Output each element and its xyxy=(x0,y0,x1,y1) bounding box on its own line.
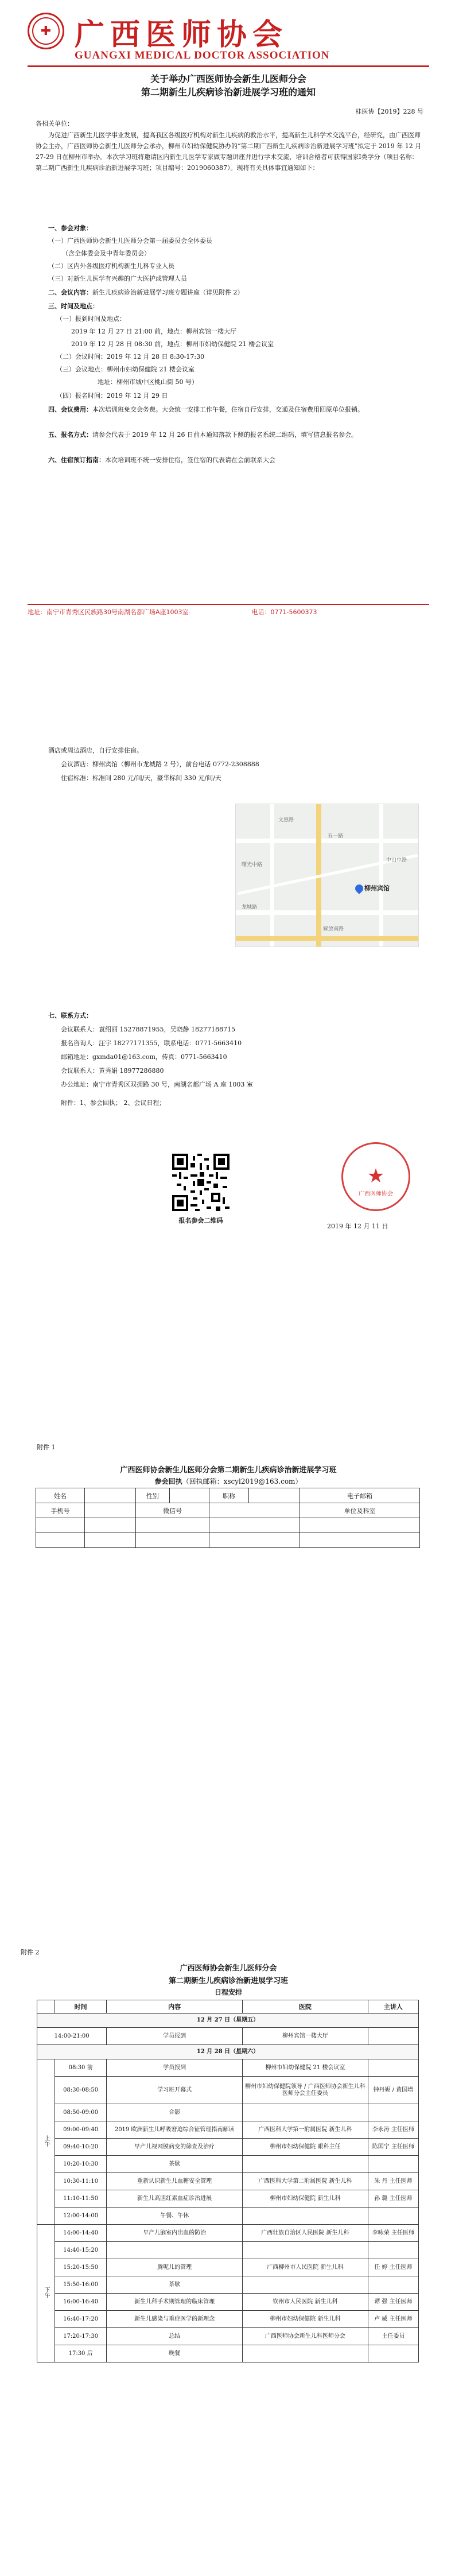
footer-address: 地址：南宁市青秀区民族路30号南湖名都广场A座1003室 电话：0771-5600373 xyxy=(28,608,317,616)
col-hospital: 医院 xyxy=(243,2000,368,2014)
section-content xyxy=(48,287,244,298)
table-row: 15:20-15:50 腾呢儿的管理 广西柳州市人民医院 新生儿科 任 婷 主任医师 xyxy=(37,2259,419,2276)
receipt-subtitle xyxy=(28,1476,429,1486)
participant-item: （二）区内外各级医疗机构新生儿科专业人员 xyxy=(48,262,174,270)
section-registration-label: 五、报名方式： xyxy=(48,431,92,439)
document-number: 桂医协【2019】228 号 xyxy=(355,108,423,115)
signature-date: 2019 年 12 月 11 日 xyxy=(327,1223,388,1230)
hotel-line: 住宿标准：标准间 280 元/间/天，豪华标间 330 元/间/天 xyxy=(61,774,221,782)
section-accommodation xyxy=(48,455,423,465)
col-speaker: 主讲人 xyxy=(368,2000,418,2014)
table-row: 上午 08:30 前 学员报到 柳州市妇幼保健院 21 楼会议室 xyxy=(37,2059,419,2077)
footer-divider xyxy=(28,604,429,605)
table-row: 14:40-15:20 xyxy=(37,2242,419,2259)
time-place-item: （一）报到时间及地点： xyxy=(56,315,126,323)
table-row: 16:40-17:20 新生儿感染与重症医学的新理念 柳州市妇幼保健院 新生儿科 卢 威 主任医师 xyxy=(37,2311,419,2328)
association-logo xyxy=(28,13,64,49)
map-label: 解放南路 xyxy=(323,926,344,932)
header-title: 职称 xyxy=(209,1488,249,1503)
section-accommodation-label: 六、住宿预订指南： xyxy=(48,456,105,464)
table-row: 11:10-11:50 新生儿高胆红素血症诊治进展 柳州市妇幼保健院 新生儿科 孙 璐 主任医师 xyxy=(37,2190,419,2208)
header-unit: 单位及科室 xyxy=(300,1503,420,1518)
table-row: 09:00-09:40 2019 欧洲新生儿呼吸窘迫综合征管理指南解读 广西医科大学第一附属医院 新生儿科 李永涛 主任医师 xyxy=(37,2121,419,2139)
time-place-item: （三）会议地点：柳州市妇幼保健院 21 楼会议室 xyxy=(56,366,195,373)
contact-line: 会议联系人：袁绍丽 15278871955，吴晓静 18277188715 xyxy=(61,1026,235,1033)
table-row: 08:30-08:50 学习班开幕式 柳州市妇幼保健院领导 / 广西医师协会新生儿科医师分会主任委员 钟丹妮 / 黄国增 xyxy=(37,2077,419,2104)
table-row: 09:40-10:20 早产儿视网膜病变的筛查及治疗 柳州市妇幼保健院 眼科主任 陈国宁 主任医师 xyxy=(37,2139,419,2156)
table-row: 15:50-16:00 茶歇 xyxy=(37,2276,419,2294)
participant-item: （三）对新生儿医学有兴趣的广大医护或管理人员 xyxy=(48,275,187,282)
section-fees-label: 四、会议费用： xyxy=(48,406,92,413)
table-row: 16:00-16:40 新生儿科手术期管理的临床管理 钦州市人民医院 新生儿科 谭 强 主任医师 xyxy=(37,2294,419,2311)
schedule-title3: 日程安排 xyxy=(214,1988,242,1996)
table-row: 17:30 后 晚餐 xyxy=(37,2345,419,2362)
morning-label: 上午 xyxy=(37,2059,55,2225)
col-time: 时间 xyxy=(55,2000,106,2014)
section-time-place: 三、时间及地点： xyxy=(48,302,99,310)
section-participants: 一、参会对象： xyxy=(48,224,92,232)
star-icon: ★ xyxy=(367,1165,385,1188)
notice-title-line1: 关于举办广西医师协会新生儿医师分会 xyxy=(150,73,306,84)
association-name-cn: 广西医师协会 xyxy=(75,17,289,52)
day-header: 12 月 28 日（星期六） xyxy=(37,2045,419,2059)
section-fees xyxy=(48,404,423,415)
seal-text: 广西医师协会 xyxy=(359,1191,393,1197)
contact-line: 邮箱地址：gxmda01@163.com，传真：0771-5663410 xyxy=(61,1053,227,1061)
map-label: 龙城路 xyxy=(242,905,258,910)
official-seal xyxy=(341,1142,410,1211)
time-place-item: （二）会议时间：2019 年 12 月 28 日 8:30-17:30 xyxy=(56,353,205,360)
hotel-map[interactable] xyxy=(235,804,419,947)
section-registration xyxy=(48,429,423,440)
col-content: 内容 xyxy=(107,2000,243,2014)
salutation: 各相关单位： xyxy=(36,120,73,127)
input-cell[interactable] xyxy=(85,1488,136,1503)
time-place-item: 2019 年 12 月 27 日 21:00 前，地点：柳州宾馆一楼大厅 xyxy=(71,328,237,335)
receipt-heading: 参会回执 xyxy=(154,1477,182,1485)
input-cell[interactable] xyxy=(249,1488,300,1503)
input-cell[interactable] xyxy=(85,1503,136,1518)
participant-item: （含全体委会及中青年委员会） xyxy=(62,250,150,257)
receipt-table xyxy=(36,1488,420,1548)
intro-paragraph: 为促进广西新生儿医学事业发展，提高我区各级医疗机构对新生儿疾病的救治水平，提高新生儿科学术交流平台，经研究，由广西医师协会主办，广西医师协会新生儿医师分会承办，柳州市妇幼保健院协办的“第二期广西新生儿疾病诊治新进展学习班”拟定于 2019 年 12 月 27-29 日在柳州市举办。本次学习班将邀请区内新生儿医学专家做专题讲座并进行学术交流，培训合格者可获得国家Ⅰ类学分（项目名称：第二期广西新生儿疾病诊治新进展学习班；项目编号：2019060387）。现将有关具体事宜通知如下： xyxy=(36,131,422,172)
header-phone: 手机号 xyxy=(36,1503,85,1518)
time-place-item: 地址：柳州市城中区桃山街 50 号） xyxy=(98,378,198,386)
section-contacts: 七、联系方式： xyxy=(48,1012,92,1019)
contact-line: 报名咨询人：汪宇 18277171355，联系电话：0771-5663410 xyxy=(61,1039,242,1047)
association-name-en: GUANGXI MEDICAL DOCTOR ASSOCIATION xyxy=(75,49,330,61)
map-hotel-label: 柳州宾馆 xyxy=(364,884,390,892)
contact-line: 会议联系人：黄秀娟 18977286880 xyxy=(61,1067,164,1074)
registration-qr-code[interactable] xyxy=(172,1154,230,1211)
map-label: 中山中路 xyxy=(386,858,407,863)
map-label: 文惠路 xyxy=(278,817,294,823)
map-label: 五一路 xyxy=(328,833,344,839)
hotel-intro: 酒店或周边酒店，自行安排住宿。 xyxy=(48,747,143,754)
contact-line: 办公地址：南宁市青秀区双拥路 30 号，南湖名都广场 A 座 1003 室 xyxy=(61,1081,253,1088)
participant-item: （一）广西医师协会新生儿医师分会第一届委员会全体委员 xyxy=(48,237,212,245)
section-fees-text: 本次培训班免交会务费。大会统一安排工作午餐，住宿自行安排，交通及住宿费用回原单位报销。 xyxy=(92,406,364,413)
input-cell[interactable] xyxy=(209,1503,300,1518)
section-accommodation-text: 本次培训班不统一安排住宿，签住宿的代表请在会前联系大会 xyxy=(105,456,275,464)
header-wechat: 微信号 xyxy=(136,1503,209,1518)
annex1-label: 附件 1 xyxy=(37,1444,56,1451)
day-header: 12 月 27 日（星期五） xyxy=(37,2014,419,2028)
table-row: 10:30-11:10 重新认识新生儿血糖安全管理 广西医科大学第二附属医院 新生儿科 朱 丹 主任医师 xyxy=(37,2173,419,2190)
time-place-item: 2019 年 12 月 28 日 08:30 前，地点：柳州市妇幼保健院 21 楼会议室 xyxy=(71,340,274,348)
header-name: 姓名 xyxy=(36,1488,85,1503)
schedule-title2: 第二期新生儿疾病诊治新进展学习班 xyxy=(168,1977,288,1985)
section-registration-text: 请参会代表于 2019 年 12 月 26 日前本通知落款下侧的报名系统二维码，填写信息报名参会。 xyxy=(92,431,357,439)
header-email: 电子邮箱 xyxy=(300,1488,420,1503)
table-row: 14:00-21:00 学员报到 柳州宾馆一楼大厅 xyxy=(37,2028,419,2045)
afternoon-label: 下午 xyxy=(37,2225,55,2362)
notice-title-line2: 第二期新生儿疾病诊治新进展学习班的通知 xyxy=(141,87,316,98)
annex2-label: 附件 2 xyxy=(21,1949,40,1956)
receipt-email: （回执邮箱：xscyl2019@163.com） xyxy=(182,1477,302,1485)
section-content-text: 新生儿疾病诊治新进展学习班专题讲座（详见附件 2） xyxy=(92,289,244,296)
receipt-title: 广西医师协会新生儿医师分会第二期新生儿疾病诊治新进展学习班 xyxy=(120,1466,337,1475)
attachments-list: 附件：1、参会回执； 2、会议日程； xyxy=(61,1099,166,1107)
table-row: 12:00-14:00 午餐、午休 xyxy=(37,2208,419,2225)
map-pin-icon xyxy=(353,883,365,894)
section-content-label: 二、会议内容： xyxy=(48,289,92,296)
input-cell[interactable] xyxy=(170,1488,209,1503)
schedule-table xyxy=(37,2000,419,2362)
caduceus-icon: ✚ xyxy=(32,17,60,45)
table-row: 10:20-10:30 茶歇 xyxy=(37,2156,419,2173)
header-gender: 性别 xyxy=(136,1488,170,1503)
time-place-item: （四）报名时间：2019 年 12 月 29 日 xyxy=(56,392,168,399)
table-row: 下午 14:00-14:40 早产儿脑室内出血的防治 广西壮族自治区人民医院 新生儿科 李咏荣 主任医师 xyxy=(37,2225,419,2242)
hotel-line: 会议酒店：柳州宾馆（柳州市龙城路 2 号），前台电话 0772-2308888 xyxy=(61,761,259,768)
table-row: 08:50-09:00 合影 xyxy=(37,2104,419,2121)
schedule-title1: 广西医师协会新生儿医师分会 xyxy=(180,1964,277,1973)
letterhead-divider xyxy=(28,65,429,67)
qr-caption: 报名参会二维码 xyxy=(178,1217,223,1224)
table-row: 17:20-17:30 总结 广西医师协会新生儿科医师分会 主任委员 xyxy=(37,2328,419,2345)
map-label: 曙光中路 xyxy=(242,862,263,868)
